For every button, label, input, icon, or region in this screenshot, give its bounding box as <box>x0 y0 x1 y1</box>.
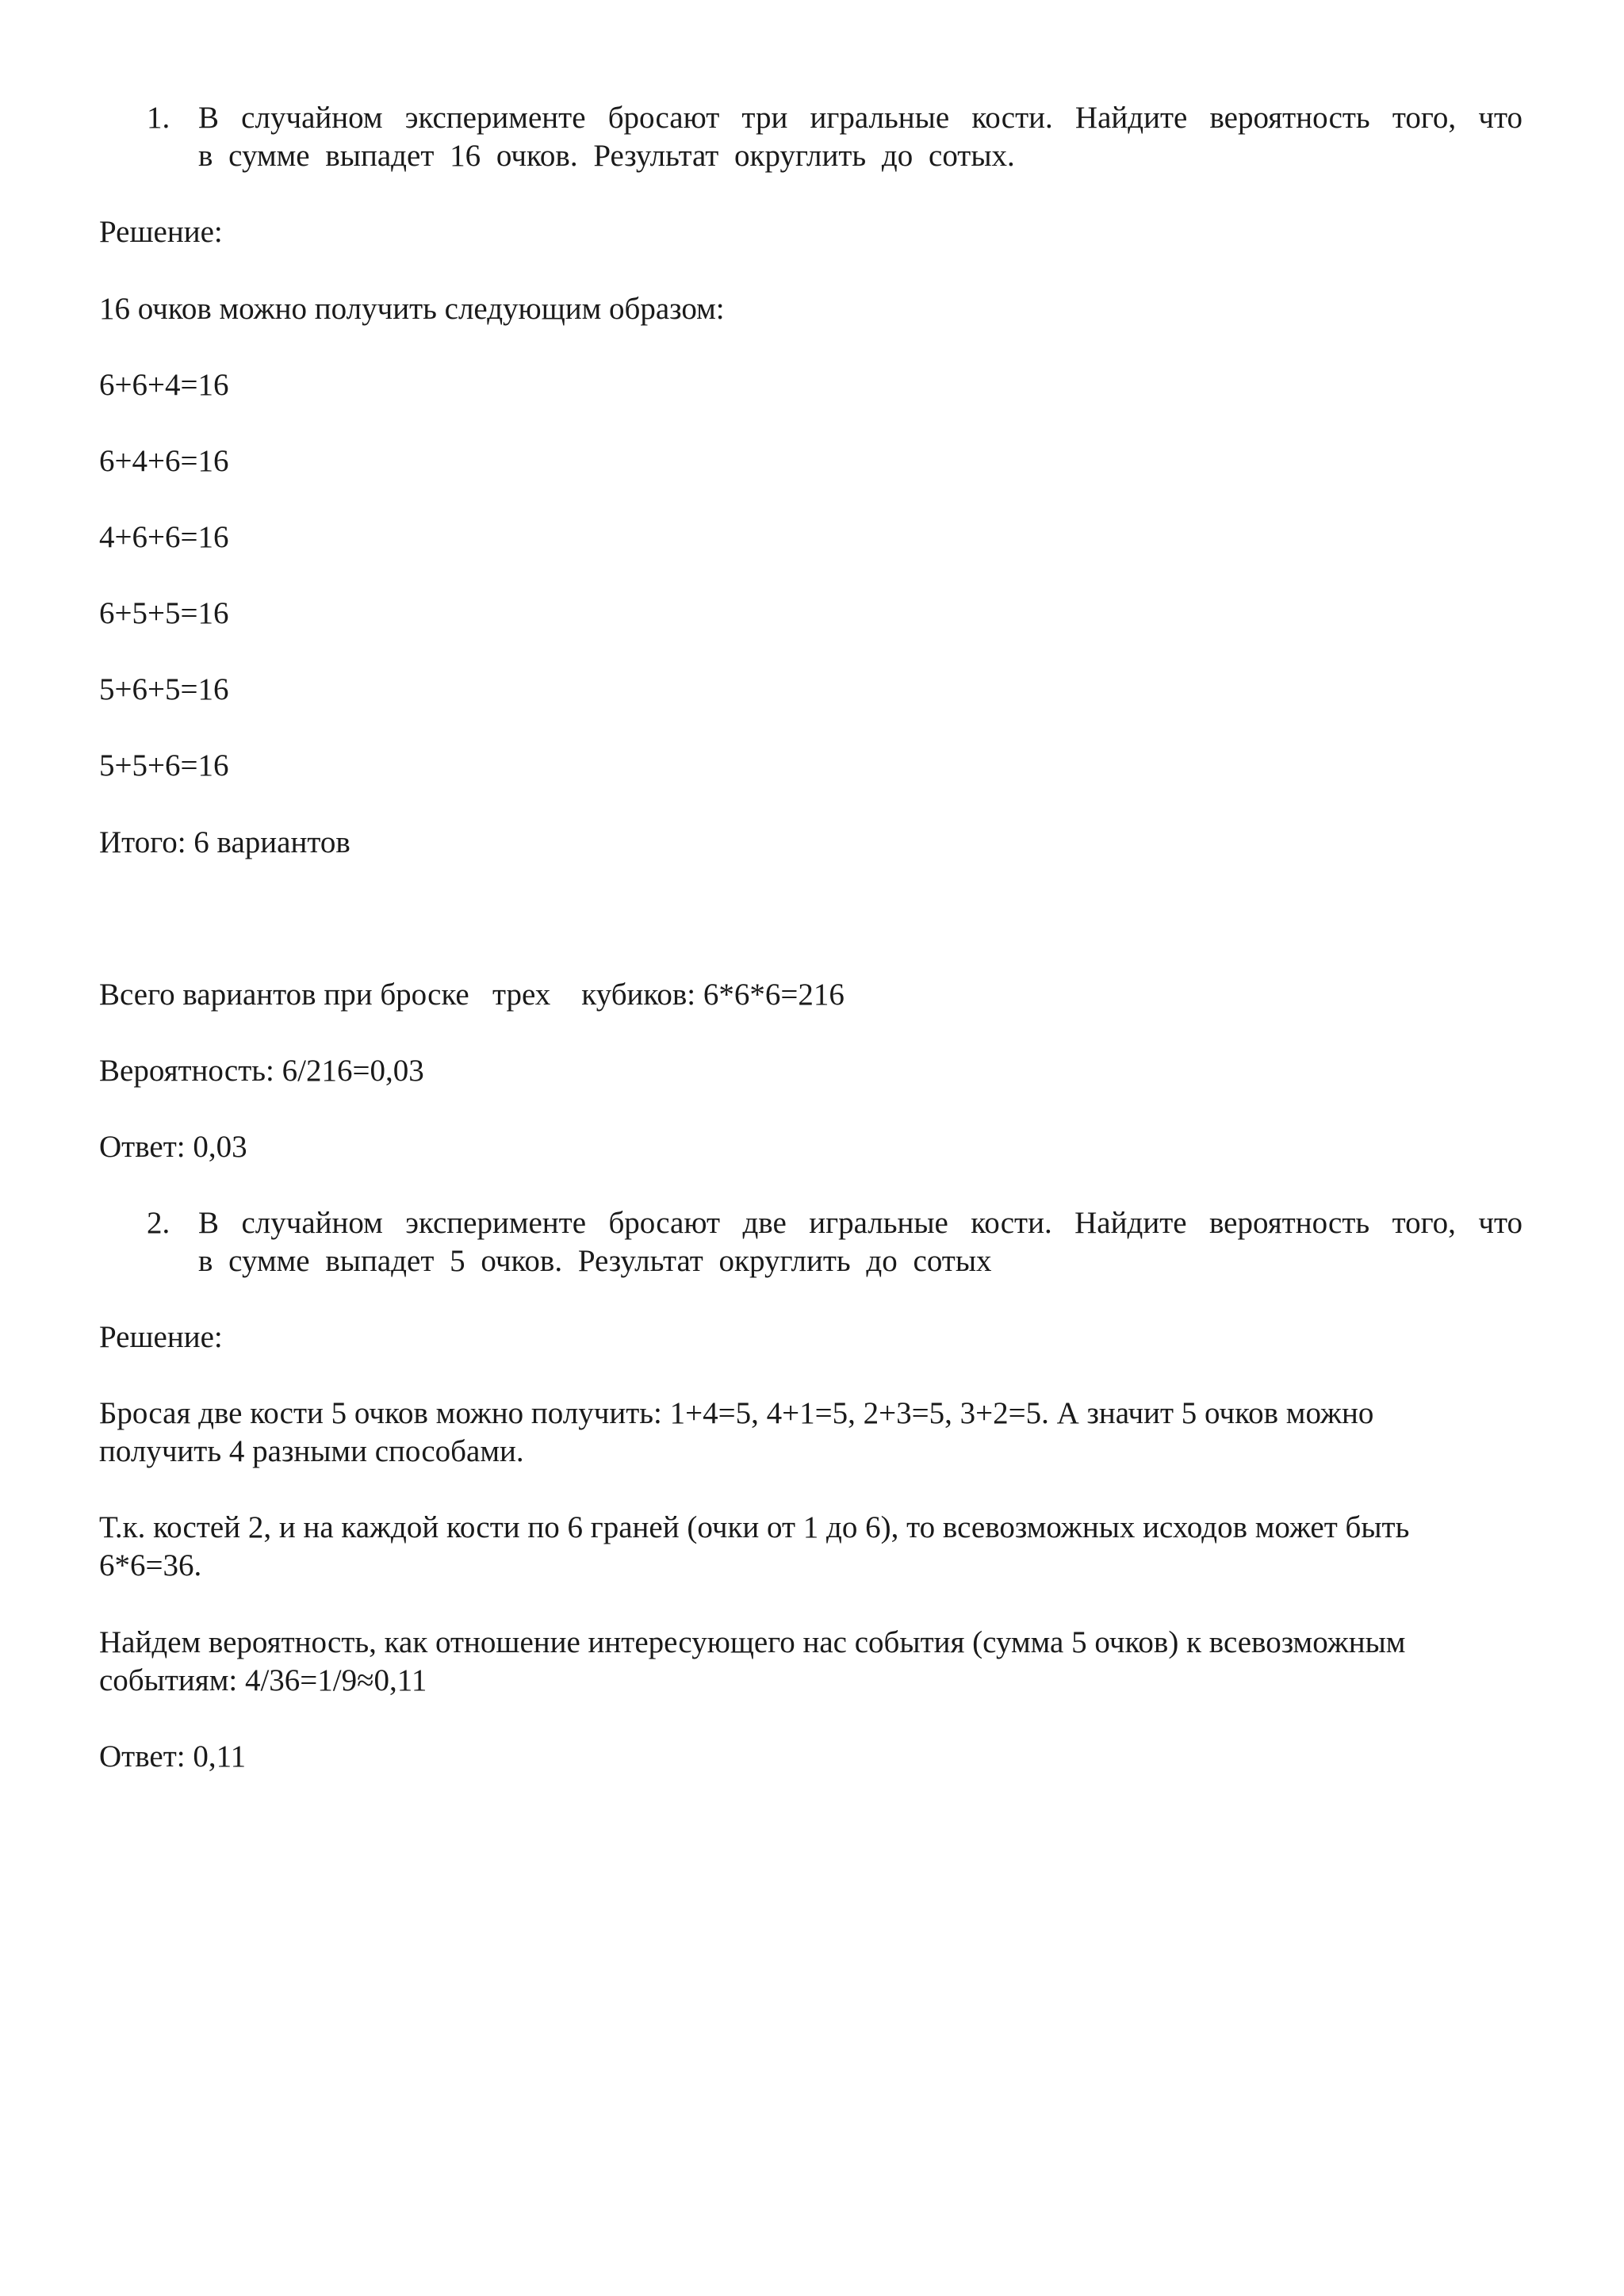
combo-3: 4+6+6=16 <box>99 520 229 554</box>
combo-6: 5+5+6=16 <box>99 748 229 783</box>
combo-4: 6+5+5=16 <box>99 596 229 630</box>
combo-5: 5+6+5=16 <box>99 672 229 706</box>
solution-1-answer: Ответ: 0,03 <box>99 1130 247 1164</box>
solution-1-all-variants: Всего вариантов при броске трех кубиков: 6*6*6=216 <box>99 978 845 1012</box>
task-2-text <box>198 1204 1522 1280</box>
solution-1-heading: Решение: <box>99 215 223 249</box>
task-1-number: 1. <box>147 101 170 135</box>
solution-1-intro: 16 очков можно получить следующим образом: <box>99 292 725 326</box>
solution-1-probability: Вероятность: 6/216=0,03 <box>99 1054 424 1088</box>
combo-2: 6+4+6=16 <box>99 444 229 478</box>
solution-2-p3-line-1: Найдем вероятность, как отношение интересующего нас события (сумма 5 очков) к всевозможным <box>99 1625 1406 1659</box>
task-1-text <box>198 99 1522 175</box>
solution-2-p3-line-2: событиям: 4/36=1/9≈0,11 <box>99 1663 427 1697</box>
solution-2-p2-line-1: Т.к. костей 2, и на каждой кости по 6 граней (очки от 1 до 6), то всевозможных исходов может быть <box>99 1510 1410 1544</box>
solution-2-paragraph-3 <box>99 1624 1526 1700</box>
combo-1: 6+6+4=16 <box>99 368 229 402</box>
solution-2-p1-line-1: Бросая две кости 5 очков можно получить: 1+4=5, 4+1=5, 2+3=5, 3+2=5. А значит 5 очков можно <box>99 1396 1374 1430</box>
task-2-line-1: В случайном эксперименте бросают две игральные кости. Найдите вероятность того, что <box>198 1206 1522 1240</box>
solution-2-heading: Решение: <box>99 1320 223 1354</box>
solution-2-p2-line-2: 6*6=36. <box>99 1548 202 1582</box>
solution-2-paragraph-1 <box>99 1395 1526 1471</box>
task-2-line-2: в сумме выпадет 5 очков. Результат округлить до сотых <box>198 1244 992 1278</box>
task-1-line-1: В случайном эксперименте бросают три игральные кости. Найдите вероятность того, что <box>198 101 1522 135</box>
task-1 <box>147 99 1522 175</box>
solution-2-p1-line-2: получить 4 разными способами. <box>99 1434 524 1468</box>
solution-1-total: Итого: 6 вариантов <box>99 825 350 859</box>
solution-2-paragraph-2 <box>99 1509 1526 1585</box>
task-2 <box>147 1204 1522 1280</box>
solution-2-answer: Ответ: 0,11 <box>99 1739 247 1774</box>
task-1-line-2: в сумме выпадет 16 очков. Результат округлить до сотых. <box>198 139 1015 173</box>
task-2-number: 2. <box>147 1206 170 1240</box>
